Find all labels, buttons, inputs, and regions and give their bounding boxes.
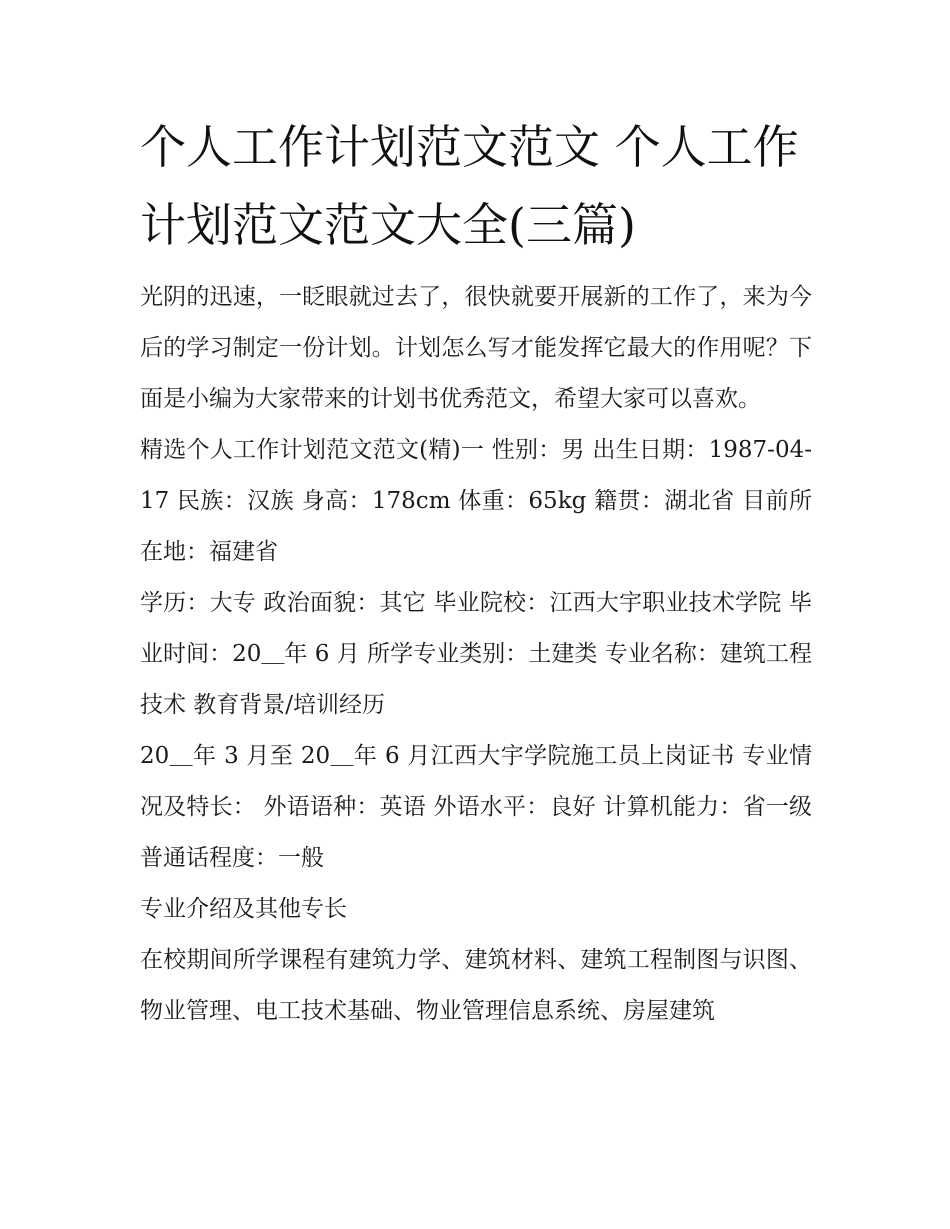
document-page [140,108,812,1037]
paragraph-personal-info: 精选个人工作计划范文范文(精)一 性别：男 出生日期：1987-04-17 民族：汉族 身高：178cm 体重：65kg 籍贯：湖北省 目前所在地：福建省 [140,437,812,565]
paragraph-education: 学历：大专 政治面貌：其它 毕业院校：江西大宇职业技术学院 毕业时间：20＿年 6 月 所学专业类别：土建类 专业名称：建筑工程技术 教育背景/培训经历 [140,590,812,718]
paragraph-certificate-skills: 20＿年 3 月至 20＿年 6 月江西大宇学院施工员上岗证书 专业情况及特长： 外语语种：英语 外语水平：良好 计算机能力：省一级 普通话程度：一般 [140,743,812,871]
title-spacer [140,264,812,272]
paragraph-specialty-heading: 专业介绍及其他专长 [140,896,347,922]
paragraph-courses: 在校期间所学课程有建筑力学、建筑材料、建筑工程制图与识图、物业管理、电工技术基础、物业管理信息系统、房屋建筑 [140,947,812,1024]
paragraph-intro: 光阴的迅速，一眨眼就过去了，很快就要开展新的工作了，来为今后的学习制定一份计划。计划怎么写才能发挥它最大的作用呢？下面是小编为大家带来的计划书优秀范文，希望大家可以喜欢。 [140,284,812,412]
document-title: 个人工作计划范文范文 个人工作计划范文范文大全(三篇) [140,120,799,252]
